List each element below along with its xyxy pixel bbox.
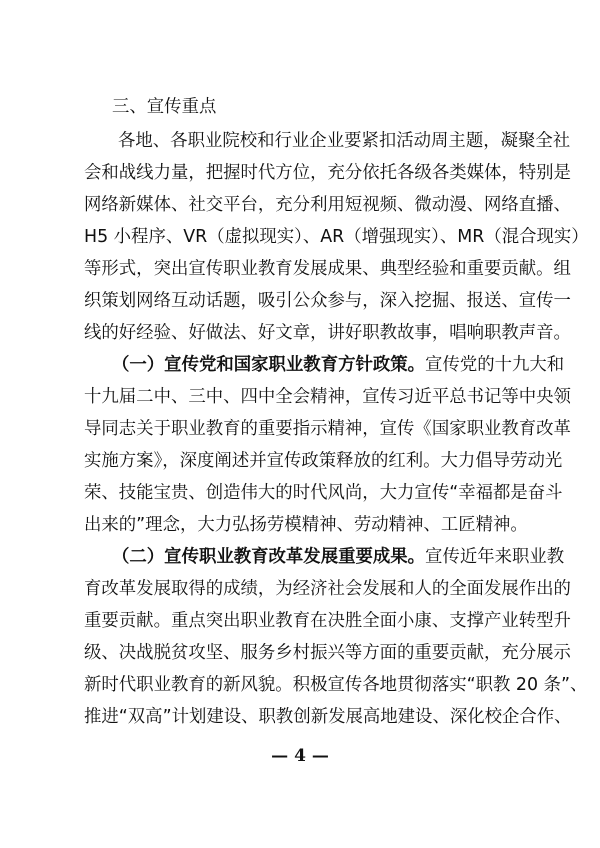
paragraph-line: 等形式，突出宣传职业教育发展成果、典型经验和重要贡献。组 <box>84 259 571 279</box>
paragraph-line: 网络新媒体、社交平台，充分利用短视频、微动漫、网络直播、 <box>84 195 571 215</box>
paragraph-line: 重要贡献。重点突出职业教育在决胜全面小康、支撑产业转型升 <box>84 611 571 631</box>
paragraph-line: 实施方案》，深度阐述并宣传政策释放的红利。大力倡导劳动光 <box>84 451 563 471</box>
section-text: 宣传近年来职业教 <box>425 547 565 567</box>
paragraph-line: 育改革发展取得的成绩，为经济社会发展和人的全面发展作出的 <box>84 579 571 599</box>
paragraph-line: 荣、技能宝贵、创造伟大的时代风尚，大力宣传“幸福都是奋斗 <box>84 483 563 503</box>
paragraph-line: H5 小程序、VR（虚拟现实）、AR（增强现实）、MR（混合现实） <box>84 227 589 247</box>
paragraph-line: 织策划网络互动话题，吸引公众参与，深入挖掘、报送、宣传一 <box>84 291 571 311</box>
section-text: 宣传党的十九大和 <box>425 355 565 375</box>
paragraph-line <box>112 545 565 569</box>
paragraph-line: 各地、各职业院校和行业企业要紧扣活动周主题，凝聚全社 <box>118 131 571 151</box>
section-title: （一）宣传党和国家职业教育方针政策。 <box>112 355 426 375</box>
paragraph-line: 线的好经验、好做法、好文章，讲好职教故事，唱响职教声音。 <box>84 323 571 343</box>
paragraph-line: 级、决战脱贫攻坚、服务乡村振兴等方面的重要贡献，充分展示 <box>84 643 571 663</box>
paragraph-line: 新时代职业教育的新风貌。积极宣传各地贯彻落实“职教 20 条”、 <box>84 675 588 695</box>
paragraph-line: 会和战线力量，把握时代方位，充分依托各级各类媒体，特别是 <box>84 163 571 183</box>
paragraph-line: 导同志关于职业教育的重要指示精神，宣传《国家职业教育改革 <box>84 419 571 439</box>
paragraph-line: 推进“双高”计划建设、职教创新发展高地建设、深化校企合作、 <box>84 707 572 727</box>
paragraph-line <box>112 353 565 377</box>
page-number: — 4 — <box>271 746 329 766</box>
section-title: （二）宣传职业教育改革发展重要成果。 <box>112 547 426 567</box>
section-heading: 三、宣传重点 <box>112 97 217 117</box>
paragraph-line: 十九届二中、三中、四中全会精神，宣传习近平总书记等中央领 <box>84 387 571 407</box>
paragraph-line: 出来的”理念，大力弘扬劳模精神、劳动精神、工匠精神。 <box>84 515 528 535</box>
